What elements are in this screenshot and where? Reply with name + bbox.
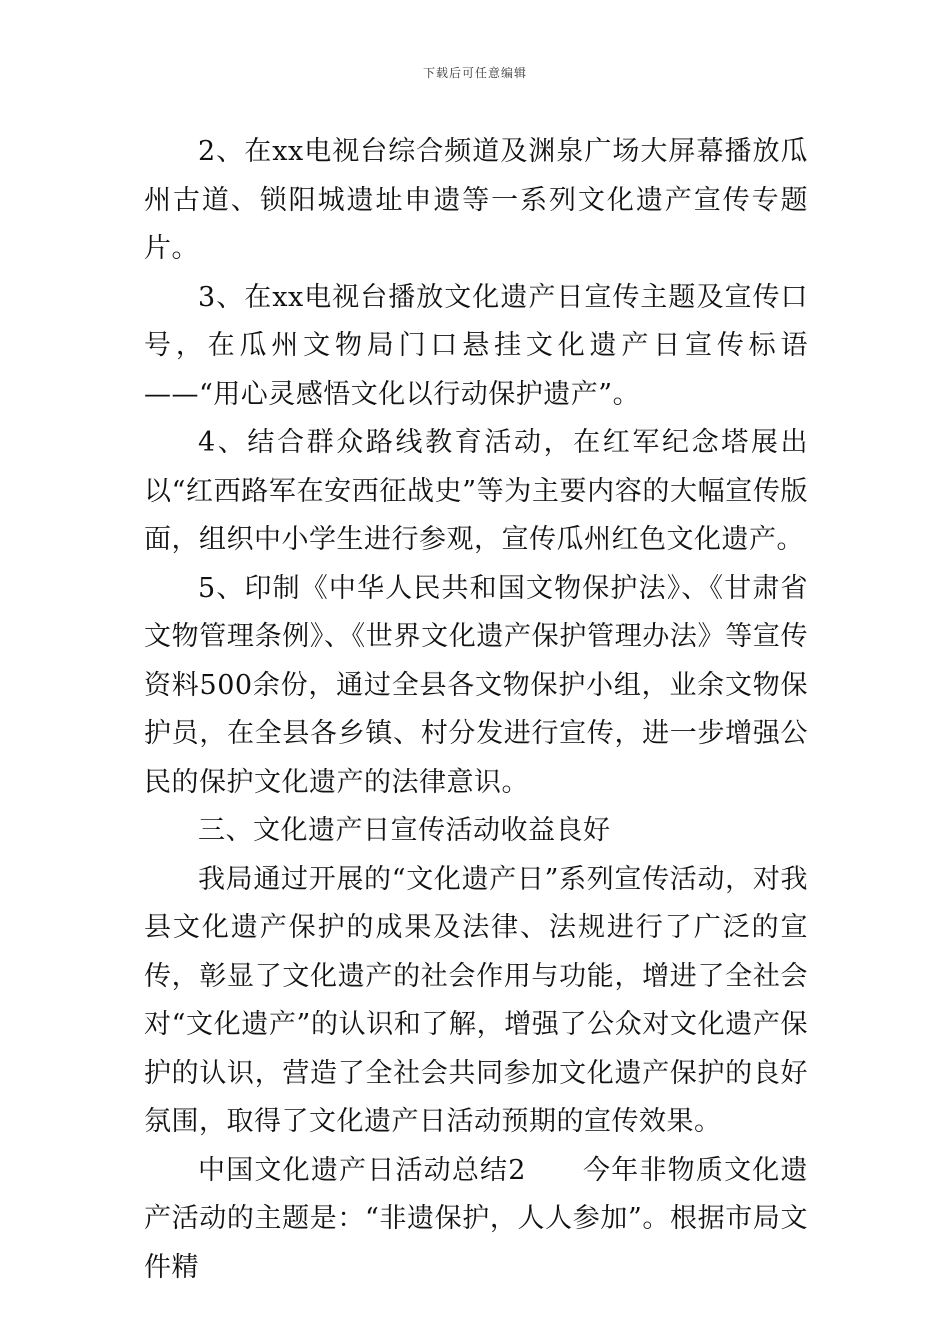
- paragraph-item-5: 5、印制《中华人民共和国文物保护法》、《甘肃省文物管理条例》、《世界文化遗产保护管理办法》等宣传资料500余份，通过全县各文物保护小组，业余文物保护员，在全县各乡镇、村分发进行宣传，进一步增强公民的保护文化遗产的法律意识。: [144, 572, 808, 798]
- summary-paragraph: 我局通过开展的“文化遗产日”系列宣传活动，对我县文化遗产保护的成果及法律、法规进行了广泛的宣传，彰显了文化遗产的社会作用与功能，增进了全社会对“文化遗产”的认识和了解，增强了公众对文化遗产保护的认识，营造了全社会共同参加文化遗产保护的良好氛围，取得了文化遗产日活动预期的宣传效果。: [144, 863, 808, 1137]
- next-article-opening: 中国文化遗产日活动总结2 今年非物质文化遗产活动的主题是：“非遗保护，人人参加”。根据市局文件精: [144, 1154, 808, 1283]
- paragraph-item-2: 2、在xx电视台综合频道及渊泉广场大屏幕播放瓜州古道、锁阳城遗址申遗等一系列文化遗产宣传专题片。: [144, 136, 808, 264]
- document-body: [144, 128, 808, 1292]
- paragraph-item-4: 4、结合群众路线教育活动，在红军纪念塔展出以“红西路军在安西征战史”等为主要内容的大幅宣传版面，组织中小学生进行参观，宣传瓜州红色文化遗产。: [144, 427, 808, 555]
- page-header-note: 下载后可任意编辑: [422, 66, 527, 80]
- section-heading-3: 三、文化遗产日宣传活动收益良好: [198, 815, 611, 846]
- paragraph-item-3: 3、在xx电视台播放文化遗产日宣传主题及宣传口号，在瓜州文物局门口悬挂文化遗产日宣传标语——“用心灵感悟文化以行动保护遗产”。: [144, 281, 808, 410]
